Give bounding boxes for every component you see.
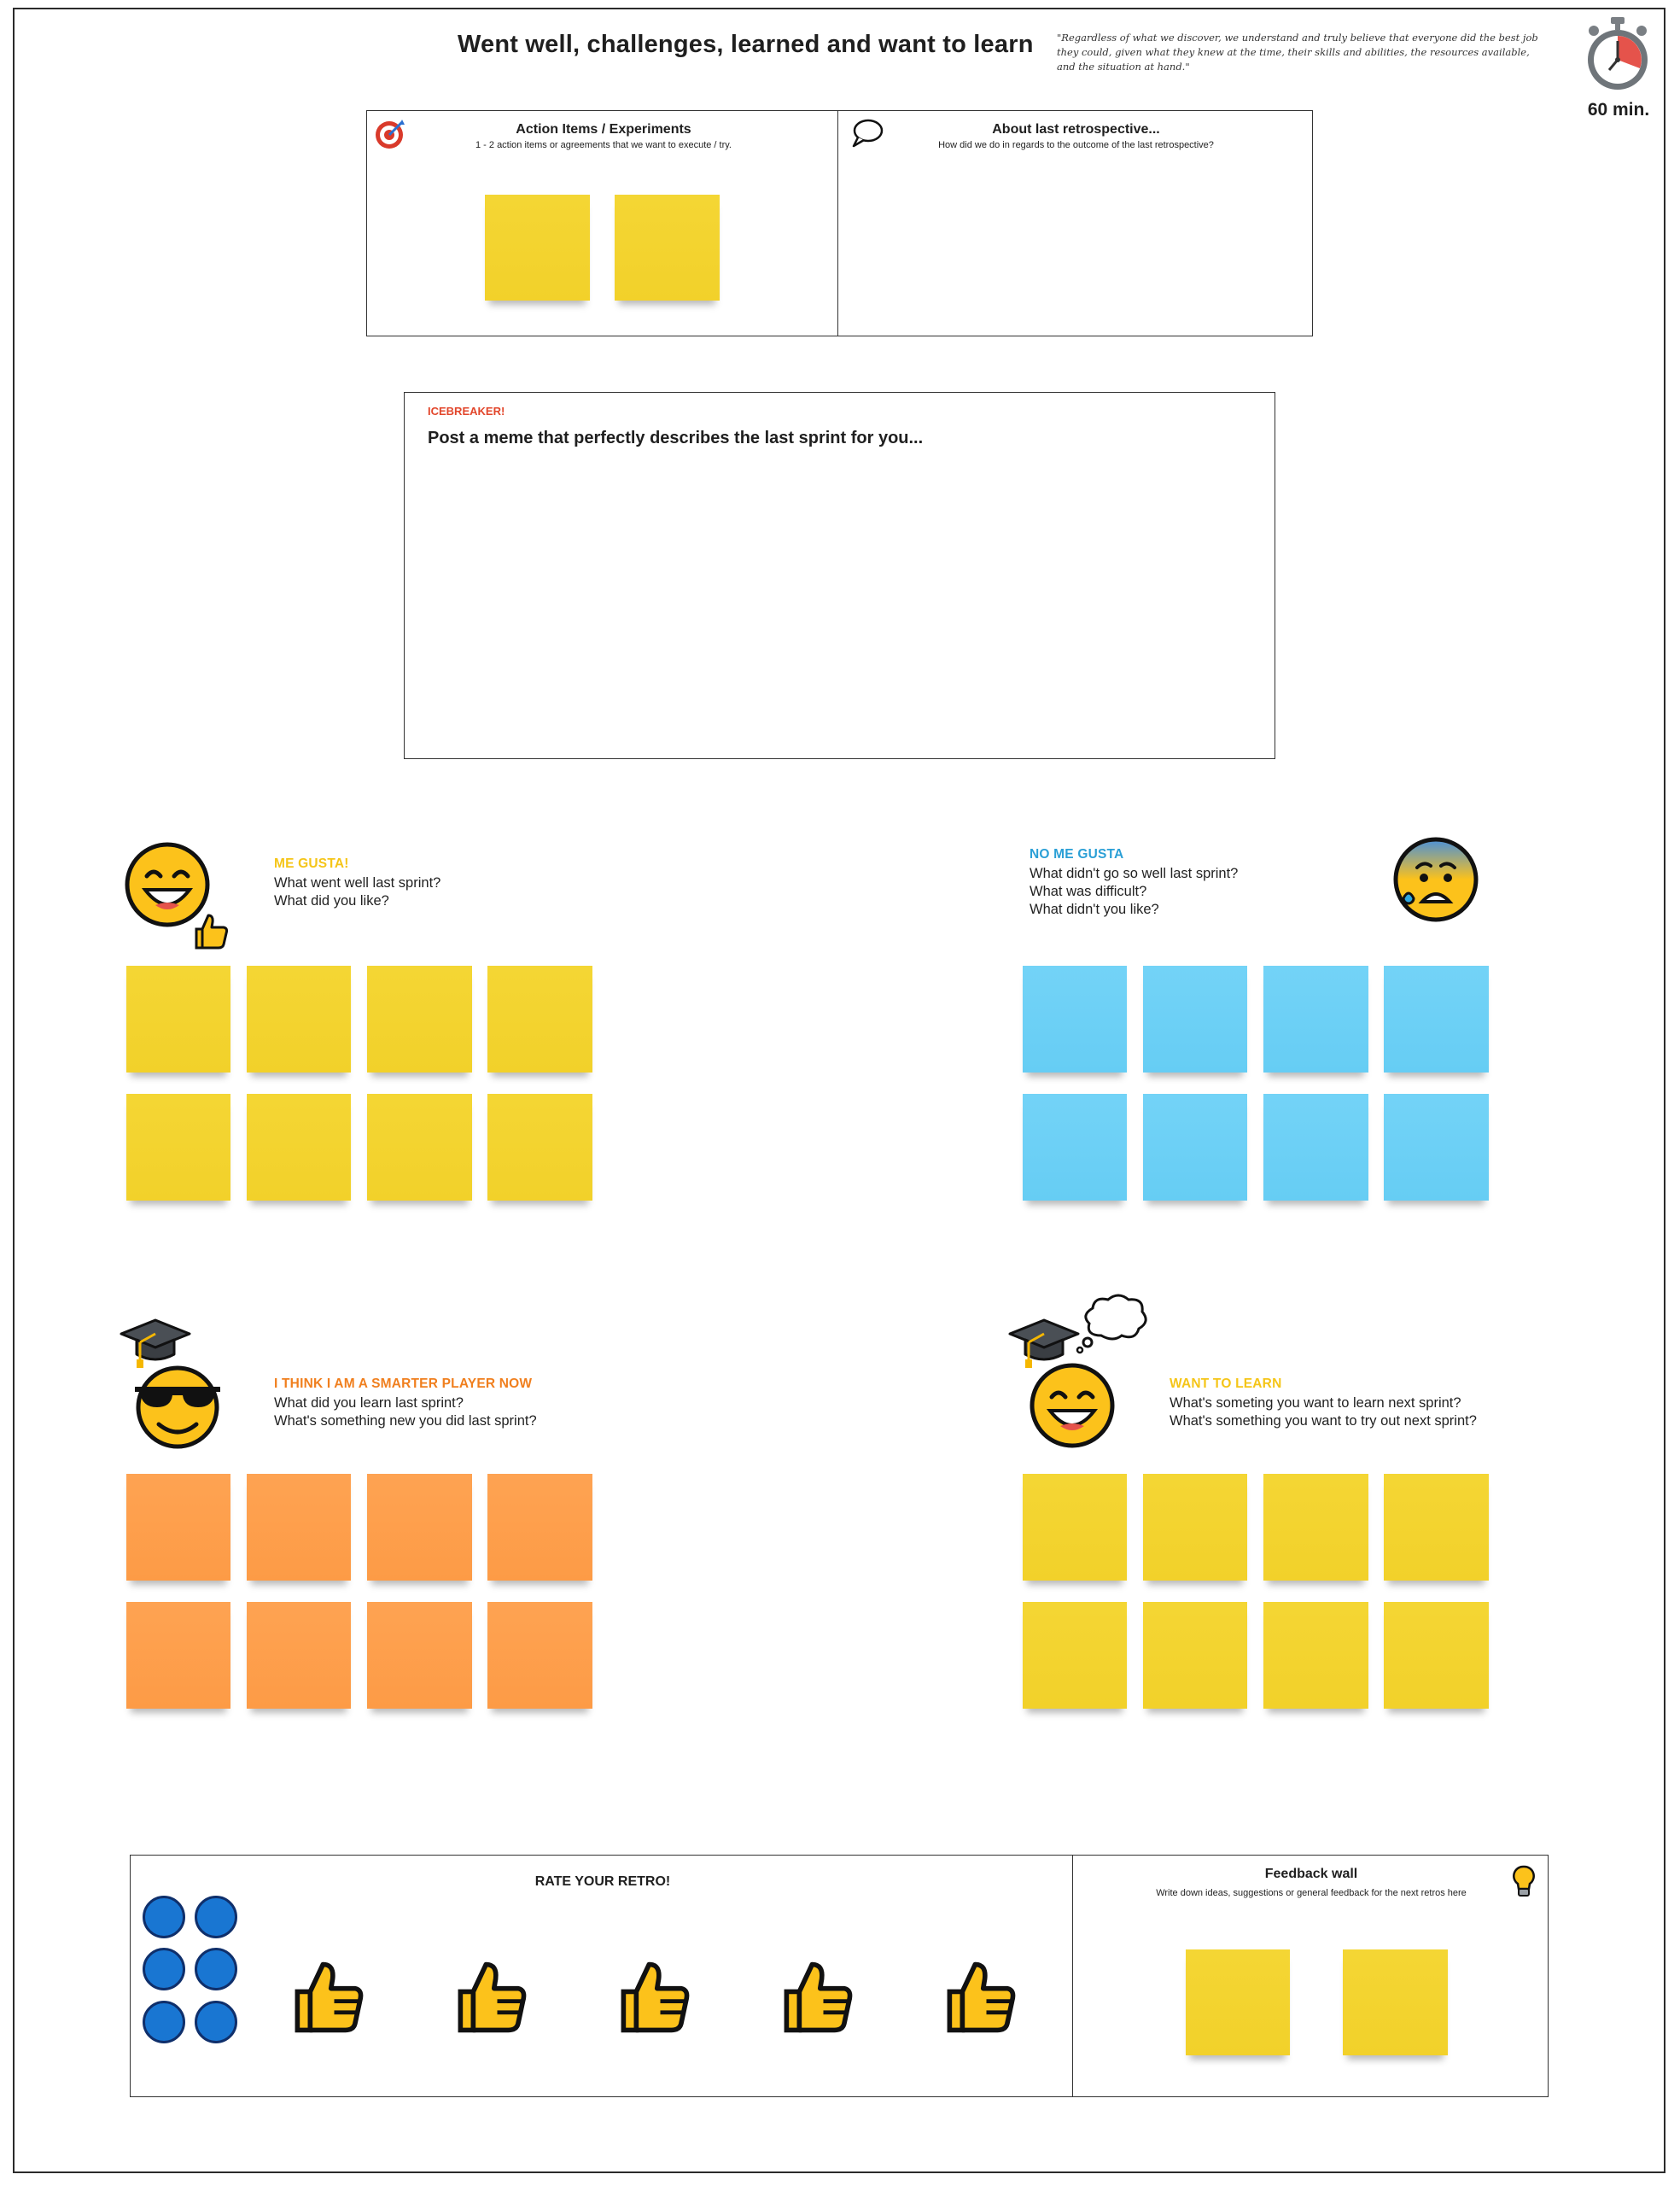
sticky-note[interactable] <box>126 1602 230 1709</box>
sticky-note[interactable] <box>1023 966 1127 1073</box>
want-to-learn-heading: WANT TO LEARN <box>1170 1376 1282 1391</box>
sticky-note[interactable] <box>247 1474 351 1581</box>
sticky-note[interactable] <box>1023 1094 1127 1201</box>
smarter-question: What's something new you did last sprint? <box>274 1413 537 1429</box>
sticky-note[interactable] <box>487 966 592 1073</box>
voting-dot[interactable] <box>143 1948 185 1990</box>
timer-label: 60 min. <box>1587 100 1650 120</box>
sticky-note[interactable] <box>485 195 590 301</box>
sticky-note[interactable] <box>615 195 720 301</box>
thumbs-up-icon[interactable] <box>779 1956 855 2041</box>
icebreaker-prompt: Post a meme that perfectly describes the last sprint for you... <box>428 429 924 447</box>
sticky-note[interactable] <box>1384 1474 1489 1581</box>
sticky-note[interactable] <box>367 966 472 1073</box>
sticky-note[interactable] <box>1186 1949 1290 2055</box>
sticky-note[interactable] <box>1023 1474 1127 1581</box>
sticky-note[interactable] <box>1343 1949 1448 2055</box>
feedback-wall-subtitle: Write down ideas, suggestions or general feedback for the next retros here <box>1156 1888 1467 1898</box>
sticky-note[interactable] <box>1263 1094 1368 1201</box>
no-me-gusta-question: What didn't go so well last sprint? <box>1030 866 1239 881</box>
want-to-learn-question: What's something you want to try out next sprint? <box>1170 1413 1477 1429</box>
voting-dot[interactable] <box>195 2001 237 2043</box>
light-bulb-icon <box>1512 1864 1536 1903</box>
action-items-panel <box>366 110 839 336</box>
rate-retro-title: RATE YOUR RETRO! <box>534 1874 671 1889</box>
stopwatch-icon <box>1584 15 1652 91</box>
sticky-note[interactable] <box>1143 1474 1247 1581</box>
thumbs-up-icon[interactable] <box>452 1956 529 2041</box>
sticky-note[interactable] <box>1384 1094 1489 1201</box>
grinning-face-icon <box>1028 1361 1117 1454</box>
prime-directive-quote: "Regardless of what we discover, we understand and truly believe that everyone did the best job they could, given what they knew at the time, their skills and abilities, the resources available, and the situation at hand." <box>1057 32 1538 73</box>
no-me-gusta-heading: NO ME GUSTA <box>1030 847 1124 862</box>
me-gusta-question: What went well last sprint? <box>274 875 441 891</box>
anxious-face-icon <box>1391 835 1480 928</box>
thought-bubble-icon <box>1076 1293 1149 1359</box>
thumbs-up-icon <box>190 910 230 956</box>
me-gusta-heading: ME GUSTA! <box>274 856 349 871</box>
sticky-note[interactable] <box>1263 1474 1368 1581</box>
sticky-note[interactable] <box>247 966 351 1073</box>
sticky-note[interactable] <box>1143 966 1247 1073</box>
sticky-note[interactable] <box>126 1094 230 1201</box>
no-me-gusta-question: What didn't you like? <box>1030 902 1159 917</box>
sticky-note[interactable] <box>487 1094 592 1201</box>
me-gusta-question: What did you like? <box>274 893 389 909</box>
sticky-note[interactable] <box>487 1602 592 1709</box>
last-retro-subtitle: How did we do in regards to the outcome of the last retrospective? <box>938 140 1214 150</box>
sticky-note[interactable] <box>1384 966 1489 1073</box>
no-me-gusta-question: What was difficult? <box>1030 884 1147 899</box>
want-to-learn-question: What's someting you want to learn next sprint? <box>1170 1395 1461 1411</box>
sticky-note[interactable] <box>1263 966 1368 1073</box>
sticky-note[interactable] <box>367 1094 472 1201</box>
action-items-title: Action Items / Experiments <box>516 122 691 137</box>
thumbs-up-icon[interactable] <box>615 1956 692 2041</box>
sticky-note[interactable] <box>487 1474 592 1581</box>
sticky-note[interactable] <box>367 1602 472 1709</box>
sticky-note[interactable] <box>126 1474 230 1581</box>
sticky-note[interactable] <box>247 1094 351 1201</box>
voting-dot[interactable] <box>143 1896 185 1938</box>
feedback-wall-panel <box>1072 1855 1549 2097</box>
sticky-note[interactable] <box>1143 1094 1247 1201</box>
sticky-note[interactable] <box>1023 1602 1127 1709</box>
last-retro-panel <box>837 110 1313 336</box>
action-items-subtitle: 1 - 2 action items or agreements that we want to execute / try. <box>475 140 732 150</box>
sticky-note[interactable] <box>1384 1602 1489 1709</box>
feedback-wall-title: Feedback wall <box>1264 1867 1358 1881</box>
sticky-note[interactable] <box>126 966 230 1073</box>
voting-dot[interactable] <box>195 1896 237 1938</box>
sticky-note[interactable] <box>1143 1602 1247 1709</box>
voting-dot[interactable] <box>143 2001 185 2043</box>
last-retro-title: About last retrospective... <box>992 122 1160 137</box>
sticky-note[interactable] <box>247 1602 351 1709</box>
icebreaker-panel <box>404 392 1275 759</box>
voting-dot[interactable] <box>195 1948 237 1990</box>
smarter-heading: I THINK I AM A SMARTER PLAYER NOW <box>274 1376 533 1391</box>
board-title: Went well, challenges, learned and want to learn <box>458 31 1034 58</box>
sticky-note[interactable] <box>1263 1602 1368 1709</box>
icebreaker-label: ICEBREAKER! <box>428 405 505 418</box>
sticky-note[interactable] <box>367 1474 472 1581</box>
sunglasses-face-icon <box>133 1361 222 1454</box>
thumbs-up-icon[interactable] <box>289 1956 366 2041</box>
thumbs-up-icon[interactable] <box>942 1956 1018 2041</box>
smarter-question: What did you learn last sprint? <box>274 1395 464 1411</box>
rate-retro-panel <box>130 1855 1074 2097</box>
